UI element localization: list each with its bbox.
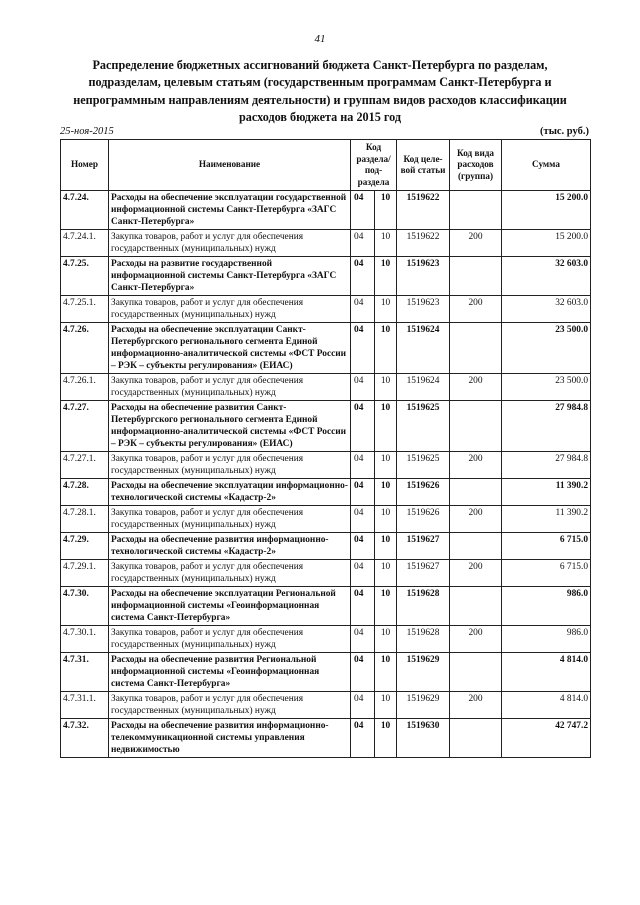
row-number: 4.7.25.	[61, 257, 109, 296]
row-subsection-code: 10	[375, 533, 397, 560]
row-number: 4.7.31.	[61, 653, 109, 692]
column-header-sum: Сумма	[502, 140, 591, 191]
row-number: 4.7.25.1.	[61, 296, 109, 323]
row-expense-kind: 200	[450, 230, 502, 257]
row-name: Расходы на обеспечение развития информационно-технологической системы «Кадастр-2»	[109, 533, 351, 560]
row-subsection-code: 10	[375, 560, 397, 587]
row-number: 4.7.26.1.	[61, 374, 109, 401]
row-section-code: 04	[351, 587, 375, 626]
row-name: Расходы на обеспечение развития Региональной информационной системы «Геоинформационная система Санкт-Петербурга»	[109, 653, 351, 692]
row-target-code: 1519624	[397, 323, 450, 374]
row-sum: 4 814.0	[502, 653, 591, 692]
row-sum: 4 814.0	[502, 692, 591, 719]
row-sum: 23 500.0	[502, 323, 591, 374]
row-expense-kind	[450, 533, 502, 560]
row-name: Расходы на обеспечение эксплуатации Региональной информационной системы «Геоинформационная система Санкт-Петербурга»	[109, 587, 351, 626]
row-number: 4.7.26.	[61, 323, 109, 374]
row-subsection-code: 10	[375, 230, 397, 257]
row-target-code: 1519629	[397, 653, 450, 692]
table-row	[61, 587, 591, 626]
row-section-code: 04	[351, 479, 375, 506]
row-subsection-code: 10	[375, 452, 397, 479]
row-subsection-code: 10	[375, 374, 397, 401]
row-sum: 27 984.8	[502, 452, 591, 479]
row-subsection-code: 10	[375, 296, 397, 323]
row-section-code: 04	[351, 452, 375, 479]
row-target-code: 1519630	[397, 719, 450, 758]
row-number: 4.7.28.1.	[61, 506, 109, 533]
row-section-code: 04	[351, 560, 375, 587]
row-target-code: 1519624	[397, 374, 450, 401]
table-row	[61, 560, 591, 587]
table-header-row	[61, 140, 591, 191]
row-target-code: 1519626	[397, 479, 450, 506]
row-number: 4.7.28.	[61, 479, 109, 506]
row-name: Закупка товаров, работ и услуг для обеспечения государственных (муниципальных) нужд	[109, 626, 351, 653]
row-target-code: 1519627	[397, 533, 450, 560]
budget-table	[60, 139, 591, 758]
row-section-code: 04	[351, 533, 375, 560]
row-target-code: 1519623	[397, 257, 450, 296]
row-subsection-code: 10	[375, 479, 397, 506]
row-target-code: 1519625	[397, 452, 450, 479]
row-target-code: 1519628	[397, 587, 450, 626]
row-number: 4.7.24.1.	[61, 230, 109, 257]
row-sum: 27 984.8	[502, 401, 591, 452]
table-row	[61, 692, 591, 719]
row-section-code: 04	[351, 719, 375, 758]
table-row	[61, 230, 591, 257]
row-name: Расходы на обеспечение эксплуатации информационно-технологической системы «Кадастр-2»	[109, 479, 351, 506]
row-expense-kind	[450, 191, 502, 230]
row-section-code: 04	[351, 626, 375, 653]
row-number: 4.7.30.1.	[61, 626, 109, 653]
row-section-code: 04	[351, 257, 375, 296]
row-expense-kind	[450, 323, 502, 374]
row-sum: 15 200.0	[502, 191, 591, 230]
row-subsection-code: 10	[375, 626, 397, 653]
row-expense-kind	[450, 653, 502, 692]
document-date: 25-ноя-2015	[60, 126, 114, 137]
row-target-code: 1519626	[397, 506, 450, 533]
units-label: (тыс. руб.)	[540, 126, 589, 137]
row-expense-kind	[450, 257, 502, 296]
row-subsection-code: 10	[375, 692, 397, 719]
row-target-code: 1519625	[397, 401, 450, 452]
row-name: Закупка товаров, работ и услуг для обеспечения государственных (муниципальных) нужд	[109, 506, 351, 533]
row-section-code: 04	[351, 191, 375, 230]
row-section-code: 04	[351, 506, 375, 533]
row-expense-kind	[450, 479, 502, 506]
row-subsection-code: 10	[375, 257, 397, 296]
table-row	[61, 626, 591, 653]
row-sum: 15 200.0	[502, 230, 591, 257]
row-name: Расходы на обеспечение эксплуатации государственной информационной системы Санкт-Петербурга «ЗАГС Санкт-Петербурга»	[109, 191, 351, 230]
row-section-code: 04	[351, 323, 375, 374]
row-sum: 11 390.2	[502, 506, 591, 533]
column-header-section-codes: Код раздела/ под- раздела	[351, 140, 397, 191]
row-name: Закупка товаров, работ и услуг для обеспечения государственных (муниципальных) нужд	[109, 296, 351, 323]
row-sum: 23 500.0	[502, 374, 591, 401]
row-subsection-code: 10	[375, 191, 397, 230]
table-row	[61, 401, 591, 452]
table-row	[61, 191, 591, 230]
row-sum: 6 715.0	[502, 560, 591, 587]
row-sum: 42 747.2	[502, 719, 591, 758]
row-subsection-code: 10	[375, 401, 397, 452]
table-body	[61, 191, 591, 758]
row-number: 4.7.27.1.	[61, 452, 109, 479]
table-row	[61, 533, 591, 560]
row-expense-kind: 200	[450, 452, 502, 479]
row-subsection-code: 10	[375, 587, 397, 626]
row-subsection-code: 10	[375, 653, 397, 692]
row-expense-kind: 200	[450, 506, 502, 533]
row-section-code: 04	[351, 692, 375, 719]
row-sum: 986.0	[502, 626, 591, 653]
row-expense-kind	[450, 401, 502, 452]
row-name: Закупка товаров, работ и услуг для обеспечения государственных (муниципальных) нужд	[109, 374, 351, 401]
row-expense-kind: 200	[450, 626, 502, 653]
row-sum: 32 603.0	[502, 257, 591, 296]
row-section-code: 04	[351, 296, 375, 323]
column-header-expense-kind: Код вида расходов (группа)	[450, 140, 502, 191]
table-row	[61, 506, 591, 533]
row-name: Закупка товаров, работ и услуг для обеспечения государственных (муниципальных) нужд	[109, 692, 351, 719]
row-expense-kind: 200	[450, 296, 502, 323]
column-header-name: Наименование	[109, 140, 351, 191]
row-expense-kind: 200	[450, 374, 502, 401]
row-sum: 986.0	[502, 587, 591, 626]
document-title: Распределение бюджетных ассигнований бюджета Санкт-Петербурга по разделам, подразделам, целевым статьям (государственным программам Санкт-Петербурга и непрограммным направлениям деятельности) и группам видов расходов классификации расходов бюджета на 2015 год	[73, 58, 567, 124]
row-target-code: 1519622	[397, 230, 450, 257]
row-name: Закупка товаров, работ и услуг для обеспечения государственных (муниципальных) нужд	[109, 230, 351, 257]
row-number: 4.7.24.	[61, 191, 109, 230]
table-row	[61, 296, 591, 323]
row-number: 4.7.29.1.	[61, 560, 109, 587]
row-target-code: 1519627	[397, 560, 450, 587]
row-name: Расходы на обеспечение эксплуатации Санкт-Петербургского регионального сегмента Единой информационно-аналитической системы «ФСТ России – РЭК – субъекты регулирования» (ЕИАС)	[109, 323, 351, 374]
row-sum: 32 603.0	[502, 296, 591, 323]
table-row	[61, 323, 591, 374]
row-expense-kind: 200	[450, 692, 502, 719]
row-section-code: 04	[351, 374, 375, 401]
row-target-code: 1519629	[397, 692, 450, 719]
row-section-code: 04	[351, 401, 375, 452]
row-number: 4.7.32.	[61, 719, 109, 758]
table-row	[61, 374, 591, 401]
row-section-code: 04	[351, 230, 375, 257]
row-sum: 11 390.2	[502, 479, 591, 506]
row-expense-kind: 200	[450, 560, 502, 587]
row-name: Закупка товаров, работ и услуг для обеспечения государственных (муниципальных) нужд	[109, 560, 351, 587]
table-row	[61, 719, 591, 758]
row-expense-kind	[450, 719, 502, 758]
row-name: Расходы на обеспечение развития Санкт-Петербургского регионального сегмента Единой информационно-аналитической системы «ФСТ России – РЭК – субъекты регулирования» (ЕИАС)	[109, 401, 351, 452]
row-target-code: 1519622	[397, 191, 450, 230]
row-number: 4.7.27.	[61, 401, 109, 452]
column-header-number: Номер	[61, 140, 109, 191]
row-subsection-code: 10	[375, 719, 397, 758]
row-number: 4.7.31.1.	[61, 692, 109, 719]
row-name: Расходы на развитие государственной информационной системы Санкт-Петербурга «ЗАГС Санкт-Петербурга»	[109, 257, 351, 296]
table-row	[61, 452, 591, 479]
row-section-code: 04	[351, 653, 375, 692]
column-header-target-code: Код целе- вой статьи	[397, 140, 450, 191]
table-row	[61, 479, 591, 506]
row-target-code: 1519628	[397, 626, 450, 653]
table-row	[61, 653, 591, 692]
row-sum: 6 715.0	[502, 533, 591, 560]
row-target-code: 1519623	[397, 296, 450, 323]
table-row	[61, 257, 591, 296]
row-subsection-code: 10	[375, 506, 397, 533]
row-name: Расходы на обеспечение развития информационно-телекоммуникационной системы управления недвижимостью	[109, 719, 351, 758]
row-subsection-code: 10	[375, 323, 397, 374]
row-number: 4.7.30.	[61, 587, 109, 626]
page-number: 41	[314, 33, 326, 45]
row-number: 4.7.29.	[61, 533, 109, 560]
row-expense-kind	[450, 587, 502, 626]
row-name: Закупка товаров, работ и услуг для обеспечения государственных (муниципальных) нужд	[109, 452, 351, 479]
